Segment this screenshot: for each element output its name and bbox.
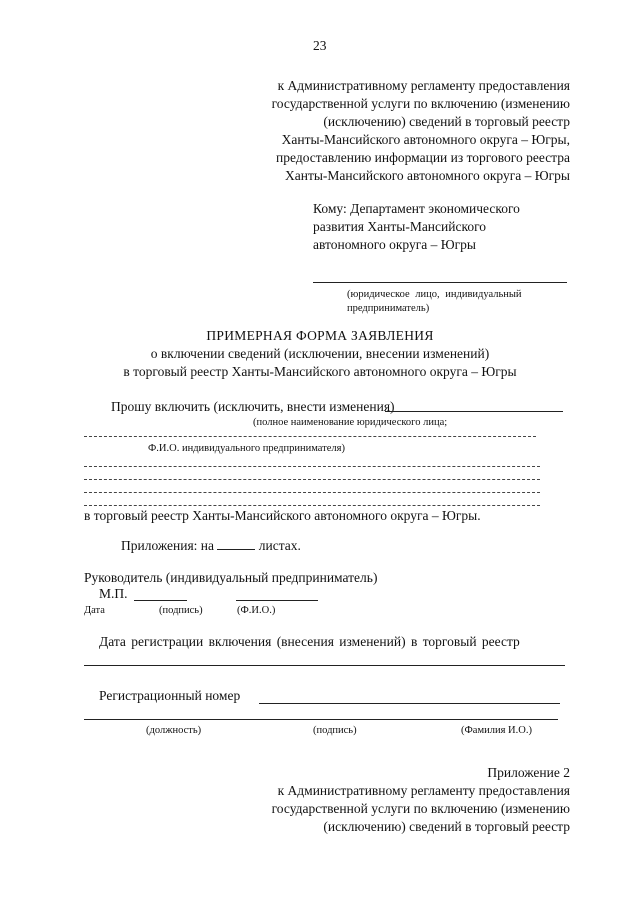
attachments-suffix: листах. [258,538,301,553]
request-hint: Ф.И.О. индивидуального предпринимателя) [148,443,345,454]
recipient-line: развития Ханты-Мансийского [313,219,487,234]
header-line: Ханты-Мансийского автономного округа – Югры, [281,132,570,147]
recipient-line: автономного округа – Югры [313,237,476,252]
request-closing: в торговый реестр Ханты-Мансийского автономного округа – Югры. [84,508,481,523]
recipient-caption: предприниматель) [347,303,430,314]
page-number: 23 [313,38,327,53]
position-caption: (должность) [146,725,202,736]
appendix-block [272,764,570,836]
stamp-label: М.П. [99,586,128,601]
header-line: (исключению) сведений в торговый реестр [323,114,570,129]
organization-name-line[interactable] [84,492,540,493]
appendix-line: государственной услуги по включению (изменению [271,801,570,816]
registration-number-label: Регистрационный номер [99,688,241,703]
appendix-line: к Административному регламенту предоставления [277,783,570,798]
date-caption: Дата [84,605,105,616]
officer-signature-caption: (подпись) [313,725,357,736]
attachments-prefix: Приложения: на [121,538,215,553]
registration-date-label: Дата регистрации включения (внесения изменений) в торговый реестр [99,634,520,649]
officer-name-caption: (Фамилия И.О.) [461,725,532,736]
fio-line[interactable] [236,600,318,601]
appendix-line: (исключению) сведений в торговый реестр [323,819,570,834]
organization-name-line[interactable] [385,411,563,412]
appendix-title: Приложение 2 [487,765,570,780]
recipient-caption: (юридическое лицо, индивидуальный [347,289,522,300]
sheet-count-field[interactable] [217,537,255,550]
recipient-underline [313,282,567,283]
header-line: Ханты-Мансийского автономного округа – Югры [285,168,570,183]
header-line: к Административному регламенту предоставления [277,78,570,93]
request-text: Прошу включить (исключить, внести изменения) [111,399,395,414]
header-block [272,77,570,185]
request-hint: (полное наименование юридического лица; [253,417,448,428]
officer-signature-line[interactable] [84,719,558,720]
form-title: ПРИМЕРНАЯ ФОРМА ЗАЯВЛЕНИЯ [206,328,434,343]
form-subtitle: в торговый реестр Ханты-Мансийского автономного округа – Югры [123,364,517,379]
recipient-line: Кому: Департамент экономического [313,201,520,216]
signature-line[interactable] [134,600,187,601]
header-line: государственной услуги по включению (изменению [271,96,570,111]
organization-name-line[interactable] [84,466,540,467]
organization-name-line[interactable] [84,436,536,437]
registration-number-line[interactable] [259,703,560,704]
signature-caption: (подпись) [159,605,203,616]
header-line: предоставлению информации из торгового реестра [276,150,570,165]
organization-name-line[interactable] [84,479,540,480]
fio-caption: (Ф.И.О.) [237,605,276,616]
registration-date-line[interactable] [84,665,565,666]
recipient-block [313,200,520,254]
form-subtitle: о включении сведений (исключении, внесении изменений) [150,346,490,361]
attachments-line [121,537,301,555]
organization-name-line[interactable] [84,505,540,506]
signature-head: Руководитель (индивидуальный предприниматель) [84,570,378,585]
